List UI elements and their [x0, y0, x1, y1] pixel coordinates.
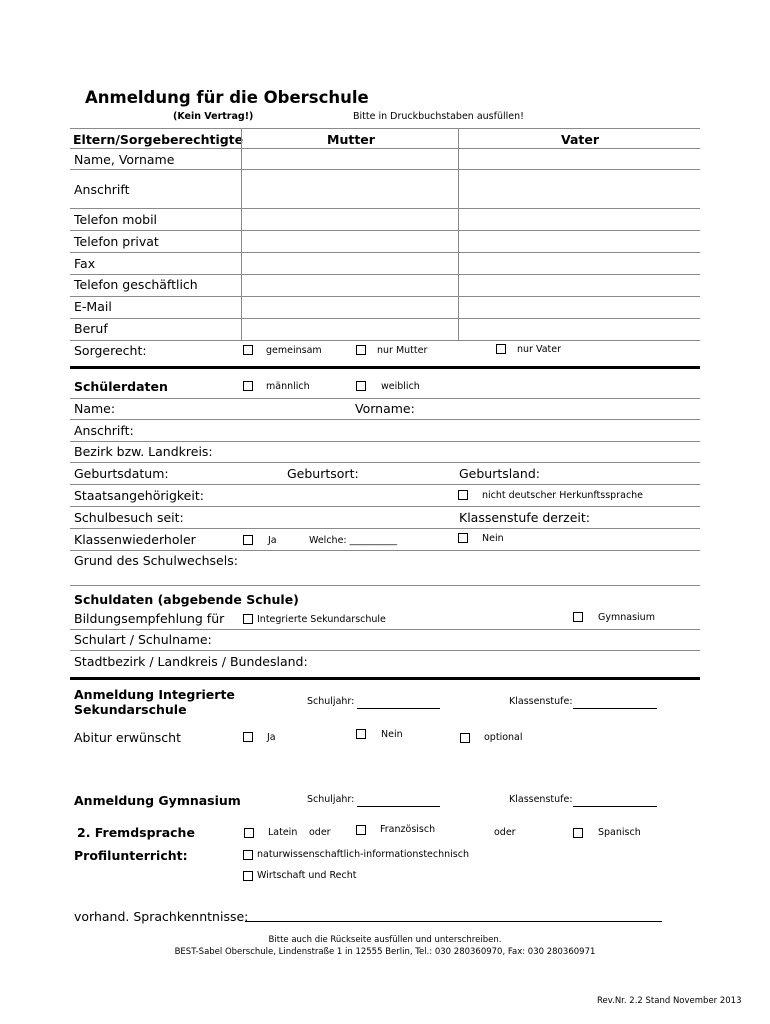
custody-father-checkbox[interactable]: [496, 344, 506, 354]
gym-grade-field[interactable]: [573, 806, 657, 807]
custody-joint-label: gemeinsam: [266, 345, 322, 356]
divider: [70, 148, 700, 149]
divider: [70, 398, 700, 399]
divider: [70, 274, 700, 275]
profile-science-checkbox[interactable]: [243, 850, 253, 860]
column-divider-father: [458, 128, 459, 340]
birth-country-label: Geburtsland:: [459, 466, 540, 481]
profile-economics-checkbox[interactable]: [243, 871, 253, 881]
footer-note: Bitte auch die Rückseite ausfüllen und unterschreiben.: [268, 935, 502, 945]
recommendation-gym-checkbox[interactable]: [573, 612, 583, 622]
divider: [70, 484, 700, 485]
isc-school-year-field[interactable]: [357, 708, 440, 709]
custody-mother-checkbox[interactable]: [356, 345, 366, 355]
non-german-label: nicht deutscher Herkunftssprache: [482, 490, 644, 501]
column-header-mother: Mutter: [327, 132, 375, 147]
recommendation-isc-label: Integrierte Sekundarschule: [257, 614, 386, 625]
repeater-no-label: Nein: [482, 533, 504, 544]
divider: [70, 462, 700, 463]
divider: [70, 650, 700, 651]
row-label-phone-business: Telefon geschäftlich: [74, 277, 198, 292]
attending-since-label: Schulbesuch seit:: [74, 510, 184, 525]
divider: [70, 296, 700, 297]
spanish-label: Spanisch: [598, 827, 641, 838]
or-text-1: oder: [309, 827, 331, 838]
non-german-checkbox[interactable]: [458, 490, 468, 500]
student-first-name-label: Vorname:: [355, 401, 415, 416]
gym-section-label: Anmeldung Gymnasium: [74, 793, 241, 808]
gym-school-year-field[interactable]: [357, 806, 440, 807]
gender-male-checkbox[interactable]: [243, 381, 253, 391]
row-label-fax: Fax: [74, 256, 96, 271]
student-name-label: Name:: [74, 401, 116, 416]
language-skills-label: vorhand. Sprachkenntnisse:: [74, 909, 249, 924]
second-language-label: 2. Fremdsprache: [77, 825, 195, 840]
custody-mother-label: nur Mutter: [377, 345, 428, 356]
school-region-label: Stadtbezirk / Landkreis / Bundesland:: [74, 654, 308, 669]
table-top-border: [70, 128, 700, 129]
divider: [70, 441, 700, 442]
isc-grade-field[interactable]: [573, 708, 657, 709]
birth-place-label: Geburtsort:: [287, 466, 359, 481]
repeater-yes-checkbox[interactable]: [243, 535, 253, 545]
abitur-no-label: Nein: [381, 729, 403, 740]
repeater-yes-label: Ja: [268, 535, 277, 546]
abitur-yes-label: Ja: [267, 732, 276, 743]
latin-label: Latein: [268, 827, 298, 838]
abitur-optional-label: optional: [484, 732, 523, 743]
gender-female-checkbox[interactable]: [356, 381, 366, 391]
reason-label: Grund des Schulwechsels:: [74, 553, 238, 568]
isc-section-label-line2: Sekundarschule: [74, 702, 187, 717]
language-skills-field[interactable]: [245, 921, 662, 922]
custody-joint-checkbox[interactable]: [243, 345, 253, 355]
french-label: Französisch: [380, 824, 436, 835]
isc-grade-label: Klassenstufe:: [509, 696, 573, 707]
row-label-name: Name, Vorname: [74, 152, 175, 167]
recommendation-label: Bildungsempfehlung für: [74, 611, 225, 626]
divider: [70, 419, 700, 420]
section-separator: [70, 366, 700, 369]
divider: [70, 318, 700, 319]
birth-date-label: Geburtsdatum:: [74, 466, 169, 481]
profile-science-label: naturwissenschaftlich-informationstechnisch: [257, 849, 469, 860]
nationality-label: Staatsangehörigkeit:: [74, 488, 204, 503]
divider: [70, 528, 700, 529]
abitur-label: Abitur erwünscht: [74, 730, 182, 745]
instruction-text: Bitte in Druckbuchstaben ausfüllen!: [353, 111, 524, 122]
student-section-label: Schülerdaten: [74, 379, 168, 394]
parents-section-label: Eltern/Sorgeberechtigte: [73, 132, 244, 147]
page-subtitle: (Kein Vertrag!): [173, 111, 254, 122]
school-type-name-label: Schulart / Schulname:: [74, 632, 212, 647]
isc-section-label-line1: Anmeldung Integrierte: [74, 687, 235, 702]
profile-economics-label: Wirtschaft und Recht: [257, 870, 357, 881]
spanish-checkbox[interactable]: [573, 828, 583, 838]
student-address-label: Anschrift:: [74, 423, 134, 438]
column-divider-mother: [241, 128, 242, 340]
custody-label: Sorgerecht:: [74, 343, 147, 358]
current-grade-label: Klassenstufe derzeit:: [459, 510, 590, 525]
divider: [70, 252, 700, 253]
abitur-optional-checkbox[interactable]: [460, 733, 470, 743]
row-label-address: Anschrift: [74, 182, 130, 197]
divider: [70, 208, 700, 209]
column-header-father: Vater: [561, 132, 600, 147]
latin-checkbox[interactable]: [244, 828, 254, 838]
gender-female-label: weiblich: [381, 381, 420, 392]
row-label-email: E-Mail: [74, 299, 112, 314]
or-text-2: oder: [494, 827, 516, 838]
gym-grade-label: Klassenstufe:: [509, 794, 573, 805]
isc-school-year-label: Schuljahr:: [307, 696, 355, 707]
row-label-phone-private: Telefon privat: [74, 234, 159, 249]
divider: [70, 169, 700, 170]
abitur-yes-checkbox[interactable]: [243, 732, 253, 742]
divider: [70, 629, 700, 630]
recommendation-gym-label: Gymnasium: [598, 612, 655, 623]
divider: [70, 340, 700, 341]
recommendation-isc-checkbox[interactable]: [243, 614, 253, 624]
section-separator: [70, 677, 700, 680]
french-checkbox[interactable]: [356, 825, 366, 835]
school-section-label: Schuldaten (abgebende Schule): [74, 592, 299, 607]
student-district-label: Bezirk bzw. Landkreis:: [74, 444, 213, 459]
profile-label: Profilunterricht:: [74, 848, 188, 863]
gender-male-label: männlich: [266, 381, 310, 392]
divider: [70, 585, 700, 586]
gym-school-year-label: Schuljahr:: [307, 794, 355, 805]
divider: [70, 550, 700, 551]
custody-father-label: nur Vater: [517, 344, 562, 355]
divider: [70, 506, 700, 507]
footer-address: BEST-Sabel Oberschule, Lindenstraße 1 in 12555 Berlin, Tel.: 030 280360970, Fax: 030 280360971: [174, 947, 596, 957]
repeater-which-field[interactable]: Welche: __________: [309, 535, 398, 546]
row-label-mobile: Telefon mobil: [74, 212, 158, 227]
revision-number: Rev.Nr. 2.2 Stand November 2013: [597, 996, 742, 1006]
row-label-occupation: Beruf: [74, 321, 108, 336]
repeater-label: Klassenwiederholer: [74, 532, 196, 547]
divider: [70, 230, 700, 231]
page-title: Anmeldung für die Oberschule: [85, 88, 369, 107]
repeater-no-checkbox[interactable]: [458, 533, 468, 543]
abitur-no-checkbox[interactable]: [356, 729, 366, 739]
